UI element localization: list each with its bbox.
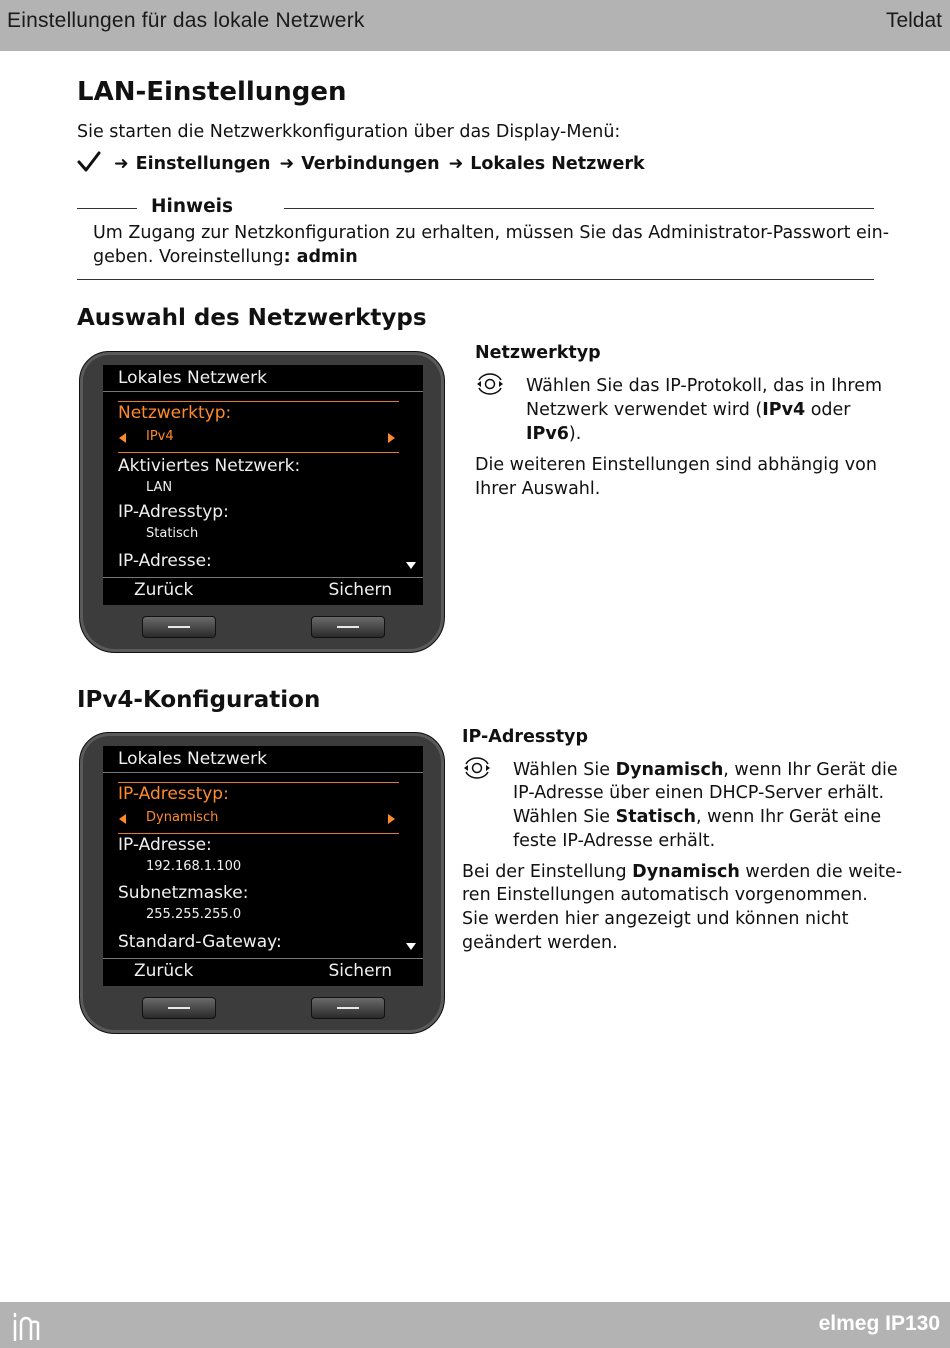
- ip-address-type-title: IP-Adresstyp: [462, 727, 588, 747]
- note-divider: [77, 208, 137, 209]
- menu-item-label: IP-Adresstyp:: [118, 502, 229, 522]
- screen-title: Lokales Netzwerk: [118, 749, 267, 769]
- network-type-title: Netzwerktyp: [475, 343, 601, 363]
- note-divider: [284, 208, 874, 209]
- menu-item-label: Subnetzmaske:: [118, 883, 249, 903]
- note-divider: [77, 279, 874, 280]
- menu-item-selected-label: Netzwerktyp:: [118, 403, 232, 423]
- footer-model: elmeg IP130: [818, 1312, 940, 1335]
- ip-type-text-line-4: feste IP-Adresse erhält.: [513, 831, 716, 851]
- menu-path-step-2: Verbindungen: [301, 154, 440, 174]
- arrow-right-icon: [388, 433, 395, 443]
- note-title: Hinweis: [151, 196, 233, 217]
- right-softkey-button: [311, 616, 385, 638]
- dynamic-text-line-3: Sie werden hier angezeigt und können nicht: [462, 909, 849, 929]
- arrow-right-icon: ➜: [114, 154, 129, 174]
- header-brand: Teldat: [885, 9, 942, 32]
- screen-divider: [103, 391, 423, 392]
- menu-item-value: 255.255.255.0: [146, 907, 242, 922]
- menu-path: [77, 151, 645, 177]
- navigation-key-icon: [462, 755, 492, 785]
- right-softkey-button: [311, 997, 385, 1019]
- ip-type-text-line-2: IP-Adresse über einen DHCP-Server erhält.: [513, 783, 885, 803]
- lan-intro: Sie starten die Netzwerkkonfiguration über das Display-Menü:: [77, 122, 621, 142]
- network-type-text-line-2: Netzwerk verwendet wird (IPv4 oder: [526, 400, 851, 420]
- selection-border: [118, 452, 399, 453]
- menu-item-label: IP-Adresse:: [118, 551, 212, 571]
- phone-display-illustration: [79, 732, 445, 1034]
- note-text-line-1: Um Zugang zur Netzkonfiguration zu erhalten, müssen Sie das Administrator-Passwort ein-: [93, 223, 890, 243]
- menu-item-selected-value: IPv4: [146, 429, 174, 444]
- left-softkey-button: [142, 997, 216, 1019]
- scroll-down-icon: [406, 562, 416, 569]
- ip-type-text-line-1: Wählen Sie Dynamisch, wenn Ihr Gerät die: [513, 760, 898, 780]
- menu-item-selected-label: IP-Adresstyp:: [118, 784, 229, 804]
- menu-item-value: Statisch: [146, 526, 199, 541]
- dynamic-text-line-4: geändert werden.: [462, 933, 618, 953]
- ip-type-text-line-3: Wählen Sie Statisch, wenn Ihr Gerät eine: [513, 807, 882, 827]
- header-title: Einstellungen für das lokale Netzwerk: [7, 9, 365, 32]
- dependency-text-line-2: Ihrer Auswahl.: [475, 479, 601, 499]
- dynamic-text-line-2: ren Einstellungen automatisch vorgenommen.: [462, 885, 868, 905]
- menu-path-step-3: Lokales Netzwerk: [470, 154, 645, 174]
- softkey-back-label: Zurück: [134, 580, 194, 600]
- scroll-down-icon: [406, 943, 416, 950]
- arrow-left-icon: [119, 814, 126, 824]
- menu-path-step-1: Einstellungen: [135, 154, 271, 174]
- note-text-line-2: geben. Voreinstellung: admin: [93, 247, 358, 267]
- softkey-save-label: Sichern: [328, 580, 392, 600]
- section-heading-network-type: Auswahl des Netzwerktyps: [77, 305, 427, 331]
- phone-screen: [103, 746, 423, 986]
- softkey-save-label: Sichern: [328, 961, 392, 981]
- screen-title: Lokales Netzwerk: [118, 368, 267, 388]
- left-softkey-button: [142, 616, 216, 638]
- menu-item-label: IP-Adresse:: [118, 835, 212, 855]
- page-footer: [0, 1302, 950, 1348]
- menu-item-value: 192.168.1.100: [146, 859, 242, 874]
- phone-screen: [103, 365, 423, 605]
- lan-heading: LAN-Einstellungen: [77, 77, 347, 107]
- arrow-right-icon: ➜: [448, 154, 464, 174]
- arrow-right-icon: [388, 814, 395, 824]
- menu-item-selected-value: Dynamisch: [146, 810, 219, 825]
- brand-logo-icon: [11, 1311, 41, 1345]
- arrow-right-icon: ➜: [279, 154, 295, 174]
- section-heading-ipv4: IPv4-Konfiguration: [77, 687, 321, 713]
- menu-item-label: Aktiviertes Netzwerk:: [118, 456, 301, 476]
- navigation-key-icon: [475, 371, 505, 401]
- page-header: [0, 0, 950, 51]
- menu-item-value: LAN: [146, 480, 173, 495]
- network-type-text-line-3: IPv6).: [526, 424, 582, 444]
- arrow-left-icon: [119, 433, 126, 443]
- phone-display-illustration: [79, 351, 445, 653]
- check-icon: [77, 151, 103, 178]
- menu-item-label: Standard-Gateway:: [118, 932, 282, 952]
- dependency-text-line-1: Die weiteren Einstellungen sind abhängig von: [475, 455, 877, 475]
- screen-divider: [103, 772, 423, 773]
- softkey-back-label: Zurück: [134, 961, 194, 981]
- dynamic-text-line-1: Bei der Einstellung Dynamisch werden die weite-: [462, 862, 903, 882]
- network-type-text-line-1: Wählen Sie das IP-Protokoll, das in Ihrem: [526, 376, 883, 396]
